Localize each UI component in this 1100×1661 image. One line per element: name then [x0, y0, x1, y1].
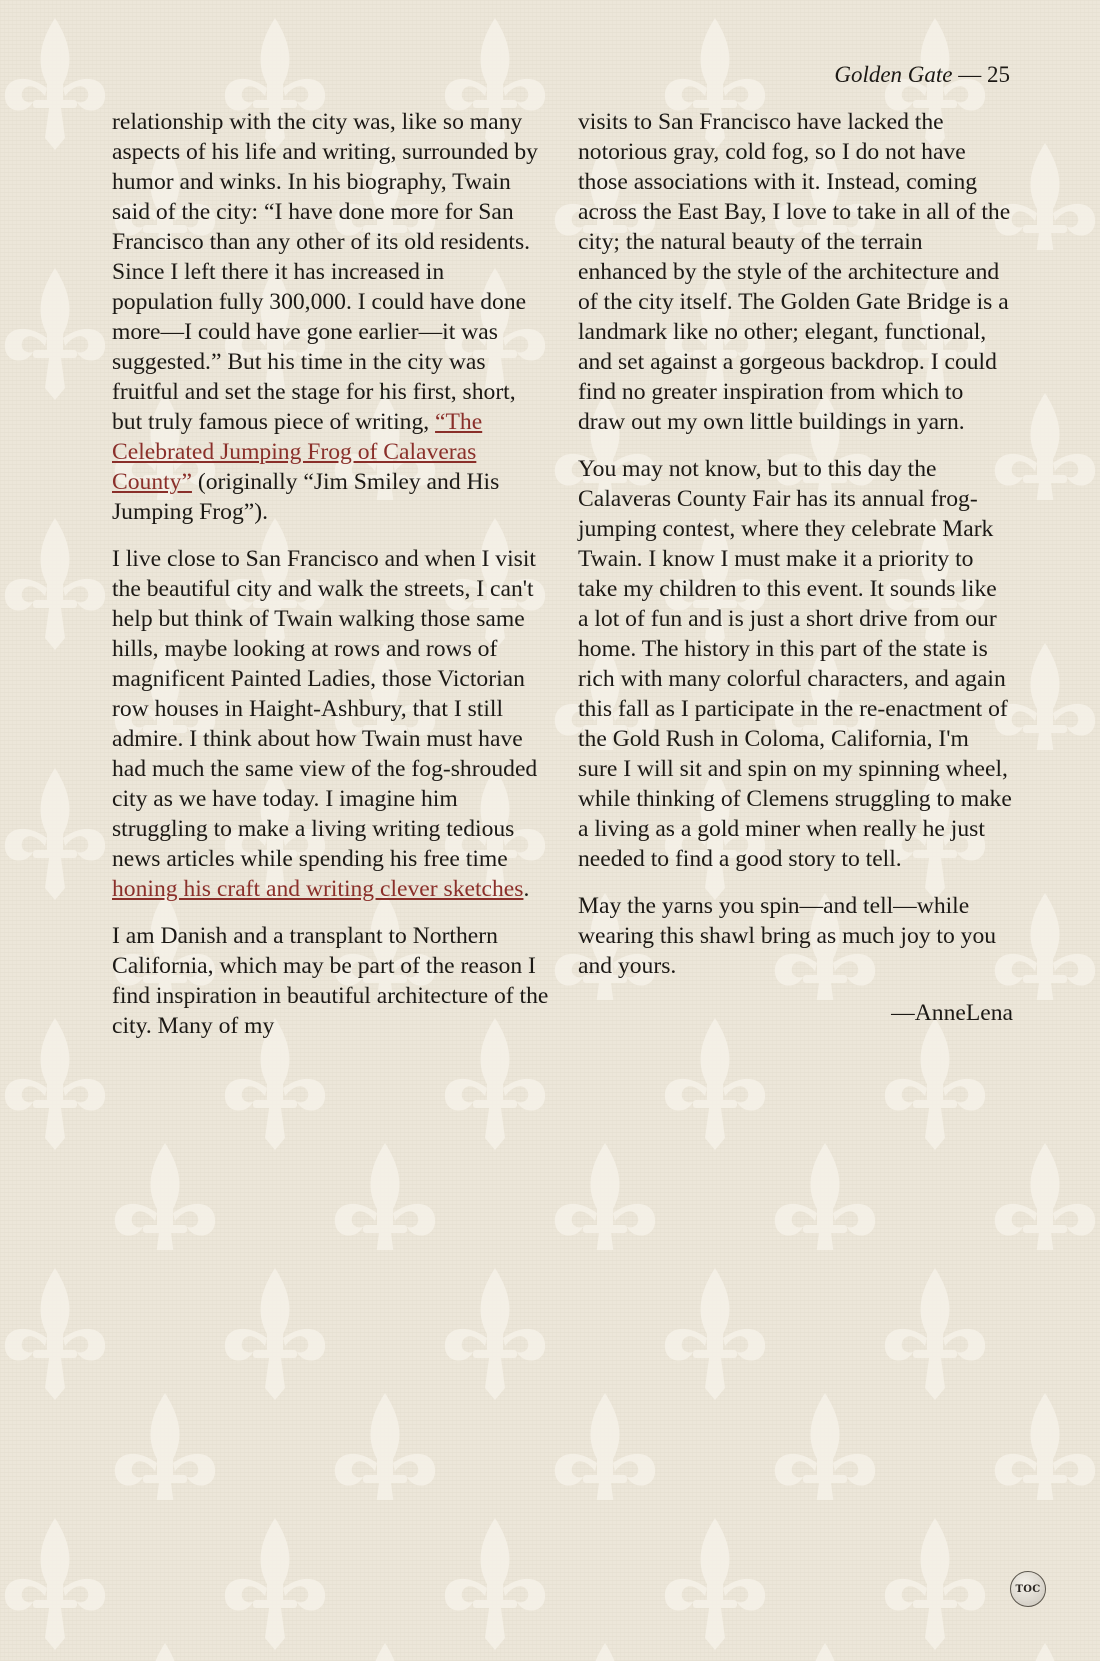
clever-sketches-link[interactable]: honing his craft and writing clever sketches	[112, 876, 524, 902]
right-paragraph-1: visits to San Francisco have lacked the notorious gray, cold fog, so I do not have those associations with it. Instead, coming across the East Bay, I love to take in all of the city; the natural beauty of the terrain enhanced by the style of the architecture and of the city itself. The Golden Gate Bridge is a landmark like no other; elegant, functional, and set against a gorgeous backdrop. I could find no greater inspiration from which to draw out my own little buildings in yarn.	[578, 109, 1011, 435]
header-separator: —	[952, 62, 987, 87]
jumping-frog-link[interactable]: “The Celebrated Jumping Frog of Calaveras County”	[112, 409, 483, 495]
right-paragraph-3: May the yarns you spin—and tell—while wearing this shawl bring as much joy to you and yours.	[578, 893, 997, 979]
left-paragraph-2	[112, 544, 550, 904]
toc-button[interactable]	[1010, 1571, 1046, 1607]
toc-button-label: TOC	[1015, 1583, 1041, 1595]
paragraph-text: I live close to San Francisco and when I visit the beautiful city and walk the streets, I can't help but think of Twain walking those same hills, maybe looking at rows and rows of magnificent Painted Ladies, those Victorian row houses in Haight-Ashbury, that I still admire. I think about how Twain must have had much the same view of the fog-shrouded city as we have today. I imagine him struggling to make a living writing tedious news articles while spending his free time	[112, 546, 538, 872]
page-number: 25	[987, 62, 1010, 87]
left-paragraph-1	[112, 107, 550, 527]
running-header	[834, 62, 1010, 88]
right-column	[578, 107, 1013, 1028]
paragraph-text: relationship with the city was, like so many aspects of his life and writing, surrounded by humor and winks. In his biography, Twain said of the city: “I have done more for San Francisco than any other of its old residents. Since I left there it has increased in population fully 300,000. I could have done more—I could have gone earlier—it was suggested.” But his time in the city was fruitful and set the stage for his first, short, but truly famous piece of writing,	[112, 109, 538, 435]
left-paragraph-3: I am Danish and a transplant to Northern California, which may be part of the reason I find inspiration in beautiful architecture of the city. Many of my	[112, 923, 549, 1039]
paragraph-text: (originally “Jim Smiley and His Jumping Frog”).	[112, 469, 500, 525]
paragraph-text: .	[523, 876, 530, 902]
right-paragraph-2: You may not know, but to this day the Calaveras County Fair has its annual frog-jumping contest, where they celebrate Mark Twain. I know I must make it a priority to take my children to this event. It sounds like a lot of fun and is just a short drive from our home. The history in this part of the state is rich with many colorful characters, and again this fall as I participate in the re-enactment of the Gold Rush in Coloma, California, I'm sure I will sit and spin on my spinning wheel, while thinking of Clemens struggling to make a living as a gold miner when really he just needed to find a good story to tell.	[578, 456, 1012, 872]
section-title: Golden Gate	[834, 62, 953, 87]
author-signature: —AnneLena	[891, 1000, 1013, 1026]
left-column	[112, 107, 550, 1058]
